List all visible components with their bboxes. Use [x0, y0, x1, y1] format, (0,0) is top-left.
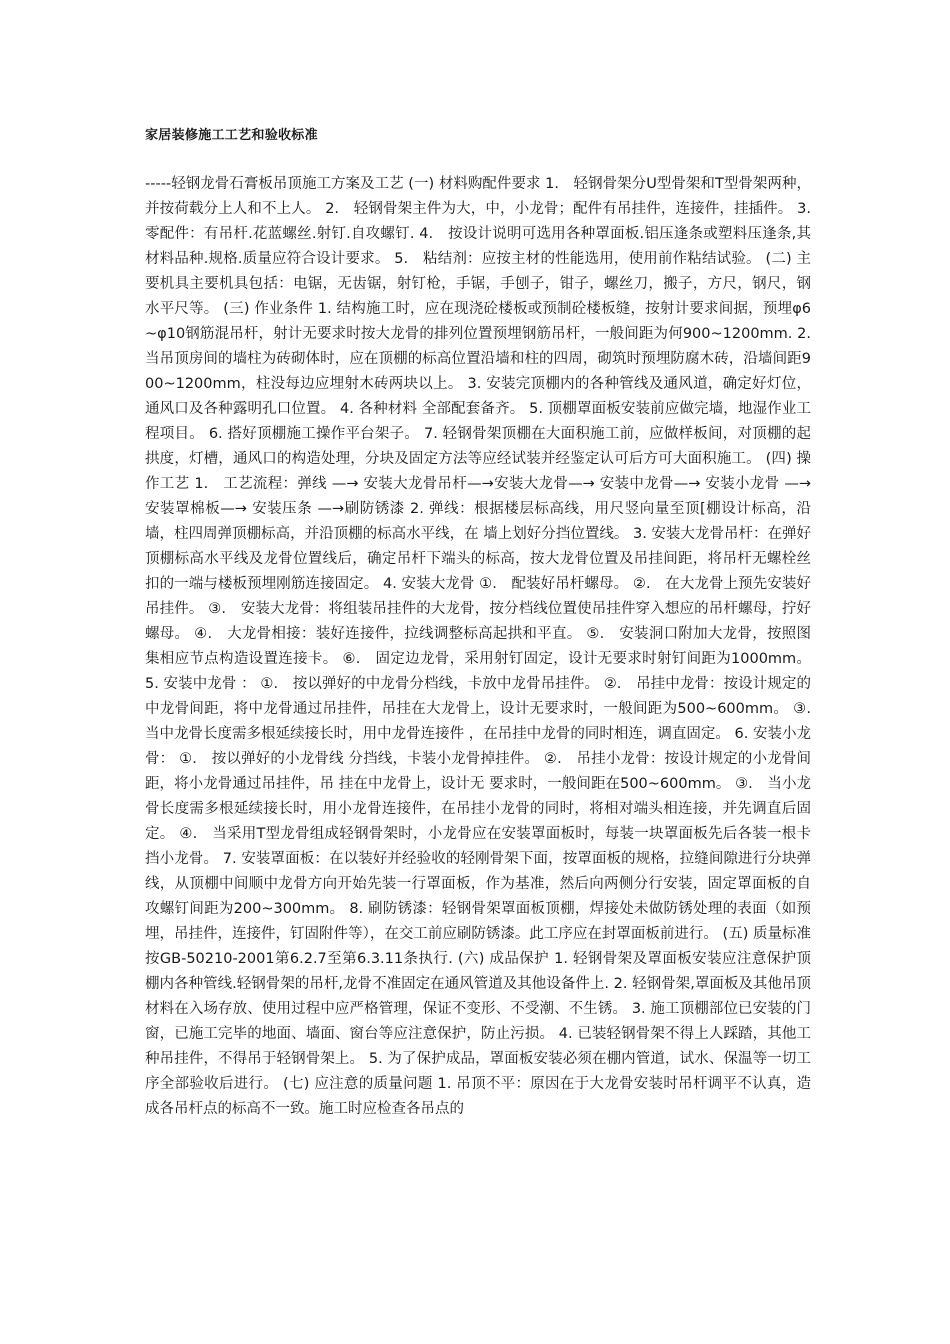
document-title: 家居装修施工工艺和验收标准 — [145, 128, 318, 143]
document-body-paragraph: -----轻钢龙骨石膏板吊顶施工方案及工艺 (一) 材料购配件要求 1. 轻钢骨架分U型骨架和T型骨架两种，并按荷载分上人和不上人。 2. 轻钢骨架主件为大，中，小龙骨；配件有吊挂件，连接件，挂插件。 3. 零配件：有吊杆.花蓝螺丝.射钉.自攻螺钉. 4. 按设计说明可选用各种罩面板.铝压逢条或塑料压逢条,其材料品种.规格.质量应符合设计要求。 5. 粘结剂：应按主材的性能选用，使用前作粘结试验。 (二) 主要机具主要机具包括：电锯，无齿锯，射钉枪，手锯，手刨子，钳子，螺丝刀，搬子，方尺，钢尺，钢水平尺等。 (三) 作业条件 1. 结构施工时，应在现浇砼楼板或预制砼楼板缝，按射计要求间据，预埋φ6~φ10钢筋混吊杆，射计无要求时按大龙骨的排列位置预埋钢筋吊杆，一般间距为何900~1200mm. 2. 当吊顶房间的墙柱为砖砌体时，应在顶棚的标高位置沿墙和柱的四周，砌筑时预埋防腐木砖，沿墙间距900~1200mm，柱没每边应埋射木砖两块以上。 3. 安装完顶棚内的各种管线及通风道，确定好灯位，通风口及各种露明孔口位置。 4. 各种材料 全部配套备齐。 5. 顶棚罩面板安装前应做完墙，地湿作业工程项目。 6. 搭好顶棚施工操作平台架子。 7. 轻钢骨架顶棚在大面积施工前，应做样板间，对顶棚的起拱度，灯槽，通风口的构造处理，分块及固定方法等应经试装并经鉴定认可后方可大面积施工。 (四) 操作工艺 1. 工艺流程：弹线 —→ 安装大龙骨吊杆—→安装大龙骨—→ 安装中龙骨—→ 安装小龙骨 —→安装罩棉板—→ 安装压条 —→刷防锈漆 2. 弹线：根据楼层标高线，用尺竖向量至顶[棚设计标高，沿墙，柱四周弹顶棚标高，并沿顶棚的标高水平线，在 墙上划好分挡位置线。 3. 安装大龙骨吊杆：在弹好顶棚标高水平线及龙骨位置线后，确定吊杆下端头的标高，按大龙骨位置及吊挂间距，将吊杆无螺栓丝扣的一端与楼板预埋刚筋连接固定。 4. 安装大龙骨 ①. 配装好吊杆螺母。 ②. 在大龙骨上预先安装好吊挂件。 ③. 安装大龙骨：将组装吊挂件的大龙骨，按分档线位置使吊挂件穿入想应的吊杆螺母，拧好螺母。 ④. 大龙骨相接：装好连接件，拉线调整标高起拱和平直。 ⑤. 安装洞口附加大龙骨，按照图集相应节点构造设置连接卡。 ⑥. 固定边龙骨，采用射钉固定，设计无要求时射钉间距为1000mm。 5. 安装中龙骨 ： ①. 按以弹好的中龙骨分档线，卡放中龙骨吊挂件。 ②. 吊挂中龙骨：按设计规定的中龙骨间距，将中龙骨通过吊挂件，吊挂在大龙骨上，设计无要求时，一般间距为500~600mm。 ③. 当中龙骨长度需多根延续接长时，用中龙骨连接件 ，在吊挂中龙骨的同时相连，调直固定。 6. 安装小龙骨： ①. 按以弹好的小龙骨线 分挡线，卡装小龙骨掉挂件。 ②. 吊挂小龙骨：按设计规定的小龙骨间距，将小龙骨通过吊挂件，吊 挂在中龙骨上，设计无 要求时，一般间距在500~600mm。 ③. 当小龙骨长度需多根延续接长时，用小龙骨连接件，在吊挂小龙骨的同时，将相对端头相连接，并先调直后固定。 ④. 当采用T型龙骨组成轻钢骨架时，小龙骨应在安装罩面板时，每装一块罩面板先后各装一根卡挡小龙骨。 7. 安装罩面板：在以装好并经验收的轻刚骨架下面，按罩面板的规格，拉缝间隙进行分块弹线，从顶棚中间顺中龙骨方向开始先装一行罩面板，作为基准，然后向两侧分行安装，固定罩面板的自攻螺钉间距为200~300mm。 8. 刷防锈漆：轻钢骨架罩面板顶棚，焊接处未做防锈处理的表面（如预埋，吊挂件，连接件，钉固附件等），在交工前应刷防锈漆。此工序应在封罩面板前进行。 (五) 质量标准按GB-50210-2001第6.2.7至第6.3.11条执行. (六) 成品保护 1. 轻钢骨架及罩面板安装应注意保护顶棚内各种管线.轻钢骨架的吊杆,龙骨不准固定在通风管道及其他设备件上. 2. 轻钢骨架,罩面板及其他吊顶材料在入场存放、使用过程中应严格管理，保证不变形、不受潮、不生锈。 3. 施工顶棚部位已安装的门窗，已施工完毕的地面、墙面、窗台等应注意保护，防止污损。 4. 已装轻钢骨架不得上人踩踏，其他工种吊挂件，不得吊于轻钢骨架上。 5. 为了保护成品，罩面板安装必须在棚内管道，试水、保温等一切工序全部验收后进行。 (七) 应注意的质量问题 1. 吊顶不平：原因在于大龙骨安装时吊杆调平不认真，造成各吊杆点的标高不一致。施工时应检查各吊点的 — [145, 176, 826, 1117]
